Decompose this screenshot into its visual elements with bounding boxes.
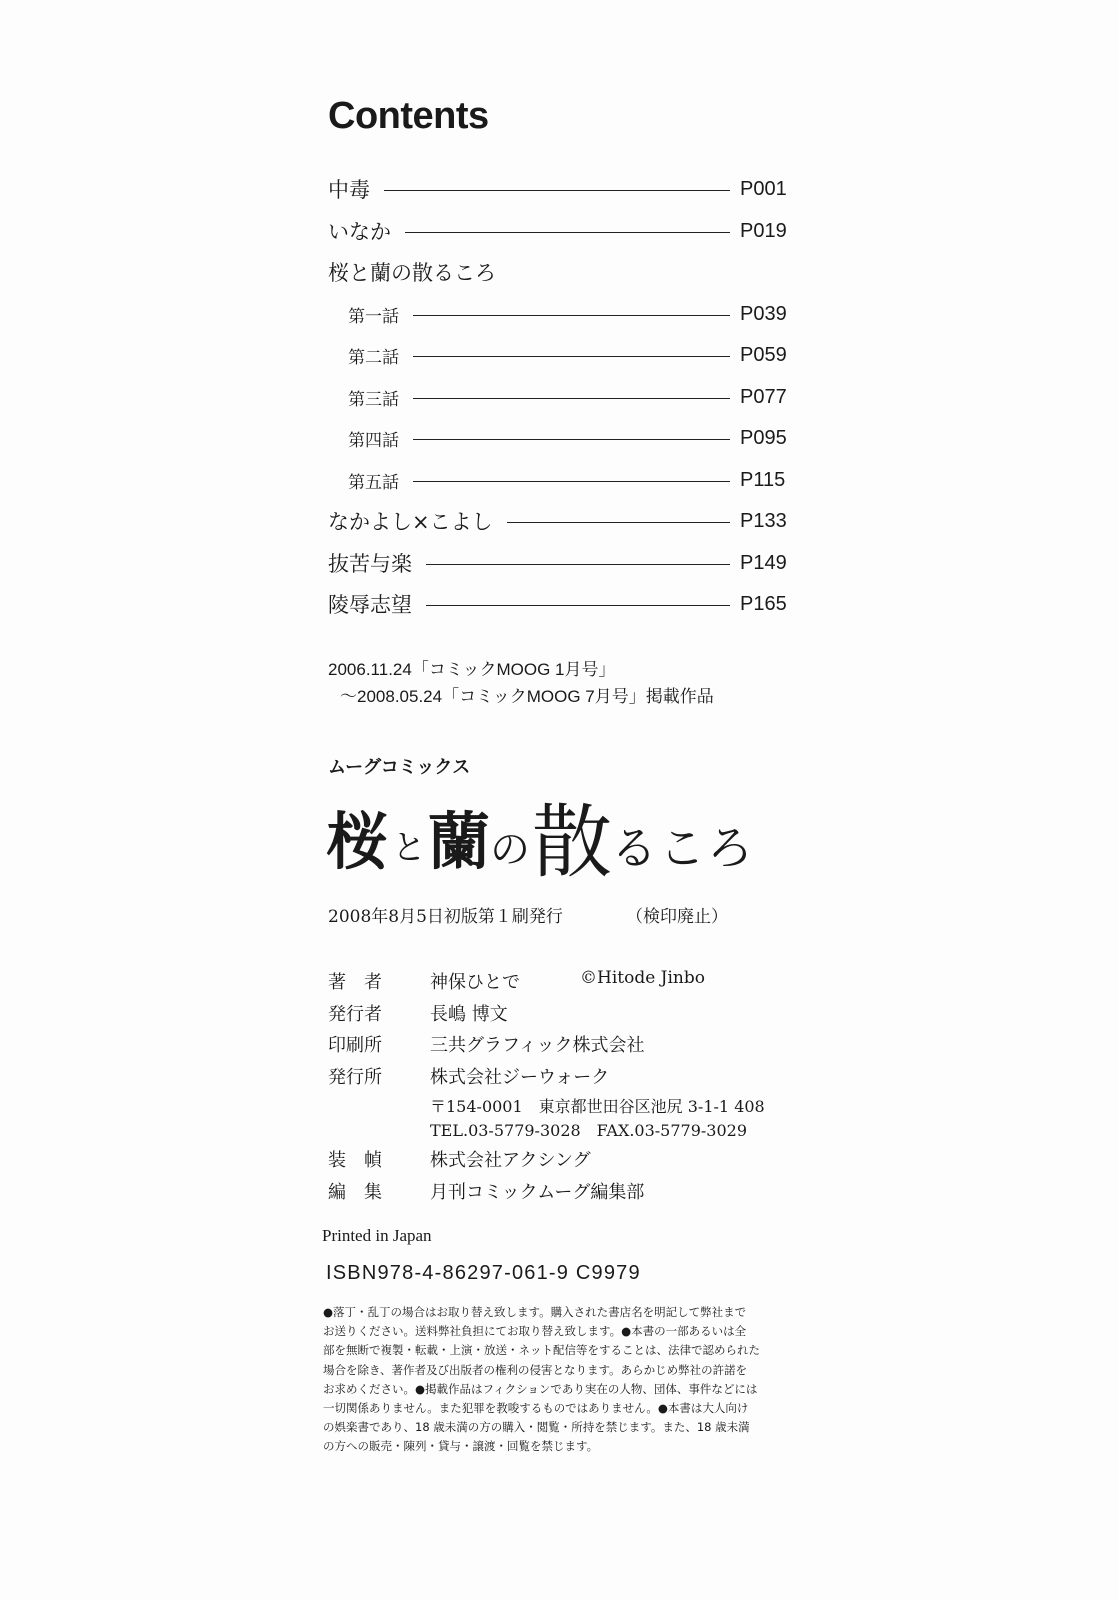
toc-leader-line — [384, 190, 730, 191]
toc-subitem — [328, 340, 798, 370]
toc-item — [328, 548, 798, 578]
legal-notice-line: お求めください。●掲載作品はフィクションであり実在の人物、団体、事件などには — [323, 1381, 758, 1396]
toc-item — [328, 589, 798, 619]
publication-history-line: 2006.11.24「コミックMOOG 1月号」 — [328, 660, 616, 679]
legal-notice-line: お送りください。送料弊社負担にてお取り替え致します。●本書の一部あるいは全 — [323, 1324, 747, 1339]
toc-item-page: P165 — [740, 592, 787, 615]
book-title-part: 桜 — [326, 805, 389, 878]
toc-subitem — [328, 299, 798, 329]
toc-subitem — [328, 382, 798, 412]
legal-notice-line: 場合を除き、著作者及び出版者の権利の侵害となります。あらかじめ弊社の許諾を — [323, 1362, 748, 1377]
toc-item-title: なかよし×こよし — [328, 510, 493, 534]
legal-notice-line: の娯楽書であり、18 歳未満の方の購入・閲覧・所持を禁じます。また、18 歳未満 — [323, 1420, 750, 1435]
credit-label: 印刷所 — [328, 1035, 382, 1056]
toc-item-title: 第四話 — [348, 430, 399, 451]
imprint-label: ムーグコミックス — [328, 757, 471, 778]
credit-label: 装 幀 — [328, 1150, 382, 1171]
toc-leader-line — [413, 398, 730, 399]
isbn-code: ISBN978-4-86297-061-9 C9979 — [326, 1262, 641, 1284]
toc-item-page: P149 — [740, 551, 787, 574]
toc-item-page: P059 — [740, 343, 787, 366]
book-title-part: 散 — [532, 796, 612, 889]
toc-item-title: 陵辱志望 — [328, 593, 412, 617]
toc-subitem — [328, 465, 798, 495]
toc-subitem — [328, 423, 798, 453]
toc-leader-line — [413, 315, 730, 316]
book-title-logo — [326, 778, 755, 889]
toc-item-page: P077 — [740, 385, 787, 408]
legal-notice-line: ●落丁・乱丁の場合はお取り替え致します。購入された書店名を明記して弊社まで — [323, 1305, 747, 1319]
book-title-part: 蘭 — [428, 805, 491, 878]
toc-leader-line — [426, 564, 730, 565]
toc-item-title: 中毒 — [328, 178, 370, 202]
toc-leader-line — [405, 232, 730, 233]
edition-date: 2008年8月5日初版第１刷発行 — [328, 907, 563, 927]
printed-in-notice: Printed in Japan — [322, 1226, 432, 1245]
legal-notice-line: 部を無断で複製・転載・上演・放送・ネット配信等をすることは、法律で認められた — [323, 1343, 760, 1358]
toc-item — [328, 174, 798, 204]
publication-history — [328, 656, 714, 710]
toc-leader-line — [507, 522, 730, 523]
publisher-name: 長嶋 博文 — [430, 1004, 508, 1025]
toc-item — [328, 216, 798, 246]
toc-item-page: P019 — [740, 219, 787, 242]
toc-leader-line — [426, 605, 730, 606]
copyright-notice: ©Hitode Jinbo — [580, 968, 705, 988]
toc-item-page: P115 — [740, 468, 786, 491]
legal-notice — [323, 1303, 793, 1457]
contents-heading: Contents — [328, 95, 489, 137]
toc-leader-line — [413, 481, 730, 482]
toc-item-title: 第三話 — [348, 389, 399, 410]
toc-item — [328, 506, 798, 536]
author-name: 神保ひとで — [430, 972, 520, 993]
book-title-part: の — [490, 827, 530, 873]
book-title-part: と — [392, 828, 426, 868]
printer-name: 三共グラフィック株式会社 — [430, 1035, 645, 1056]
credit-label: 編 集 — [328, 1182, 382, 1203]
book-title-part: るころ — [611, 821, 755, 875]
toc-item-page: P095 — [740, 426, 787, 449]
credit-label: 発行者 — [328, 1004, 382, 1025]
credit-label: 発行所 — [328, 1067, 382, 1088]
legal-notice-line: 一切関係ありません。また犯罪を教唆するものではありません。●本書は大人向け — [323, 1401, 749, 1416]
toc-item-title: 桜と蘭の散るころ — [328, 261, 496, 285]
toc-item-page: P001 — [740, 177, 787, 200]
toc-item-title: 第一話 — [348, 306, 399, 327]
toc-item-title: 第五話 — [348, 472, 399, 493]
toc-item-title: 第二話 — [348, 347, 399, 368]
toc-item-title: いなか — [328, 220, 391, 244]
design-company: 株式会社アクシング — [430, 1150, 591, 1171]
toc-item-page: P133 — [740, 509, 787, 532]
publisher-address: 〒154-0001 東京都世田谷区池尻 3-1-1 408 — [430, 1097, 765, 1116]
editorial-department: 月刊コミックムーグ編集部 — [430, 1182, 645, 1203]
credit-label: 著 者 — [328, 972, 382, 993]
toc-section-heading — [328, 257, 798, 287]
toc-leader-line — [413, 356, 730, 357]
edition-note: （検印廃止） — [626, 907, 728, 927]
toc-leader-line — [413, 439, 730, 440]
publishing-house-name: 株式会社ジーウォーク — [430, 1067, 610, 1088]
toc-item-page: P039 — [740, 302, 787, 325]
toc-item-title: 抜苦与楽 — [328, 552, 412, 576]
publication-history-line: ～2008.05.24「コミックMOOG 7月号」掲載作品 — [340, 687, 714, 706]
legal-notice-line: の方への販売・陳列・貸与・譲渡・回覧を禁じます。 — [323, 1439, 599, 1454]
publisher-phone-fax: TEL.03-5779-3028 FAX.03-5779-3029 — [430, 1121, 748, 1140]
